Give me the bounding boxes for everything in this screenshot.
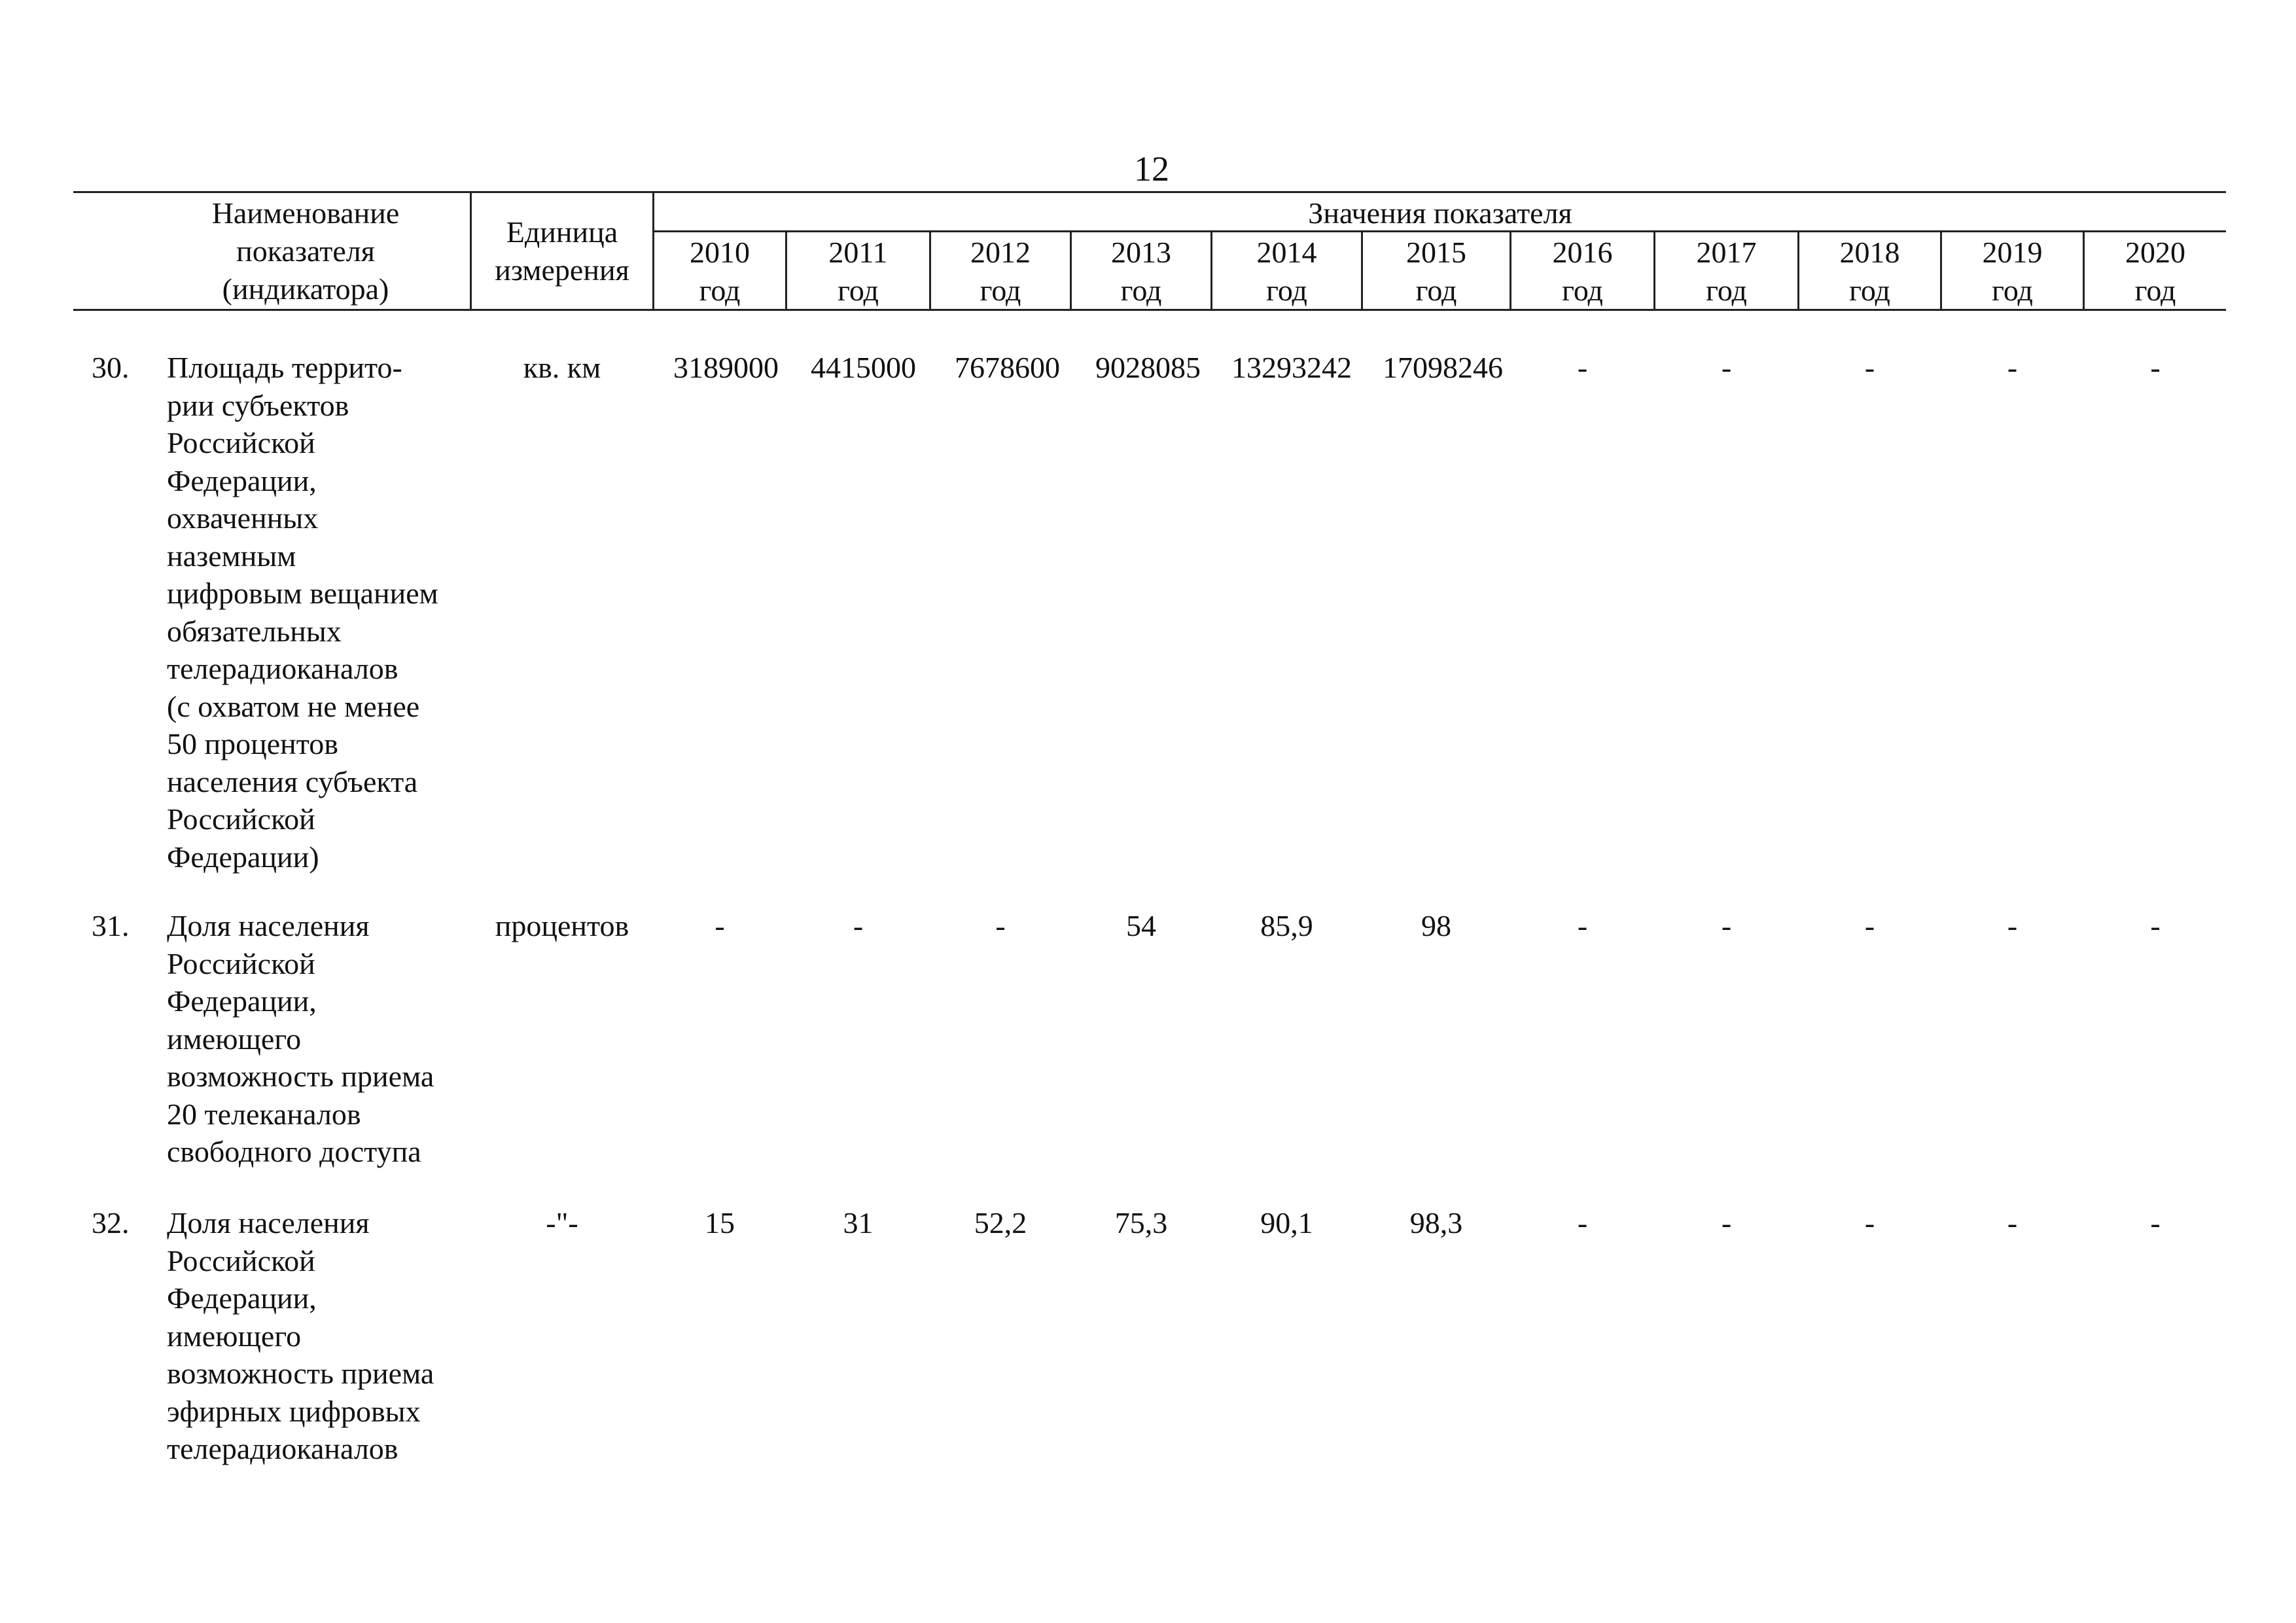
header-year: 2018 bbox=[1839, 236, 1900, 269]
value-2011: - bbox=[853, 909, 864, 942]
header-year: 2019 bbox=[1982, 236, 2043, 269]
header-year-suffix: год bbox=[2134, 274, 2176, 307]
value-2018: - bbox=[1864, 351, 1875, 384]
header-year: 2013 bbox=[1111, 236, 1171, 269]
value-2015: 98,3 bbox=[1409, 1206, 1463, 1240]
header-year-suffix: год bbox=[699, 274, 741, 307]
value-2013: 54 bbox=[1126, 909, 1156, 942]
value-2014: 13293242 bbox=[1231, 351, 1352, 384]
header-year-suffix: год bbox=[1706, 274, 1747, 307]
row-number: 31. bbox=[92, 909, 130, 942]
value-2010: - bbox=[715, 909, 725, 942]
value-2011: 4415000 bbox=[811, 351, 916, 384]
header-name-line: Наименование bbox=[211, 196, 400, 230]
header-unit-line: Единица bbox=[506, 215, 618, 249]
header-year-suffix: год bbox=[1415, 274, 1457, 307]
header-year: 2015 bbox=[1406, 236, 1466, 269]
header-unit-line: измерения bbox=[495, 253, 629, 287]
value-2016: - bbox=[1577, 909, 1588, 942]
table-top-rule bbox=[73, 191, 2226, 193]
header-year-suffix: год bbox=[980, 274, 1021, 307]
header-year-suffix: год bbox=[1120, 274, 1162, 307]
value-2018: - bbox=[1864, 909, 1875, 942]
value-2019: - bbox=[2007, 909, 2018, 942]
header-year: 2014 bbox=[1256, 236, 1317, 269]
value-2017: - bbox=[1721, 351, 1732, 384]
value-2019: - bbox=[2007, 1206, 2018, 1240]
value-2010: 15 bbox=[705, 1206, 735, 1240]
page-number: 12 bbox=[1134, 149, 1169, 188]
header-name-line: (индикатора) bbox=[222, 272, 389, 306]
value-2014: 90,1 bbox=[1260, 1206, 1313, 1240]
header-year-suffix: год bbox=[838, 274, 879, 307]
value-2014: 85,9 bbox=[1260, 909, 1313, 942]
value-2011: 31 bbox=[843, 1206, 874, 1240]
unit-value: кв. км bbox=[523, 351, 601, 384]
row-number: 32. bbox=[92, 1206, 130, 1240]
value-2017: - bbox=[1721, 1206, 1732, 1240]
indicator-name: Доля населения Российской Федерации, имеющего возможность приема 20 телеканалов свободного доступа bbox=[167, 909, 434, 1168]
header-year: 2016 bbox=[1552, 236, 1613, 269]
value-2012: 7678600 bbox=[955, 351, 1060, 384]
value-2015: 17098246 bbox=[1383, 351, 1503, 384]
value-2019: - bbox=[2007, 351, 2018, 384]
indicator-name: Доля населения Российской Федерации, имеющего возможность приема эфирных цифровых телерадиоканалов bbox=[167, 1206, 434, 1465]
header-year: 2011 bbox=[828, 236, 888, 269]
header-year-suffix: год bbox=[1849, 274, 1890, 307]
unit-value: -"- bbox=[546, 1206, 578, 1240]
value-2020: - bbox=[2150, 909, 2161, 942]
value-2016: - bbox=[1577, 351, 1588, 384]
unit-value: процентов bbox=[495, 909, 629, 942]
value-2017: - bbox=[1721, 909, 1732, 942]
value-2013: 9028085 bbox=[1095, 351, 1201, 384]
header-year-suffix: год bbox=[1266, 274, 1307, 307]
header-values-title: Значения показателя bbox=[1308, 196, 1572, 230]
value-2016: - bbox=[1577, 1206, 1588, 1240]
header-year-suffix: год bbox=[1992, 274, 2033, 307]
header-year-suffix: год bbox=[1562, 274, 1603, 307]
value-2010: 3189000 bbox=[673, 351, 779, 384]
value-2012: - bbox=[995, 909, 1006, 942]
value-2012: 52,2 bbox=[974, 1206, 1027, 1240]
value-2020: - bbox=[2150, 1206, 2161, 1240]
value-2013: 75,3 bbox=[1114, 1206, 1168, 1240]
header-year: 2020 bbox=[2125, 236, 2185, 269]
value-2015: 98 bbox=[1421, 909, 1451, 942]
header-year: 2017 bbox=[1696, 236, 1757, 269]
header-year: 2012 bbox=[970, 236, 1031, 269]
row-number: 30. bbox=[92, 351, 130, 384]
value-2020: - bbox=[2150, 351, 2161, 384]
value-2018: - bbox=[1864, 1206, 1875, 1240]
header-name-line: показателя bbox=[236, 234, 375, 268]
header-year: 2010 bbox=[690, 236, 750, 269]
indicator-name: Площадь террито- рии субъектов Российской Федерации, охваченных наземным цифровым вещанием обязательных телерадиоканалов (с охватом не менее 50 процентов населения субъекта Российской Федерации) bbox=[167, 351, 438, 874]
